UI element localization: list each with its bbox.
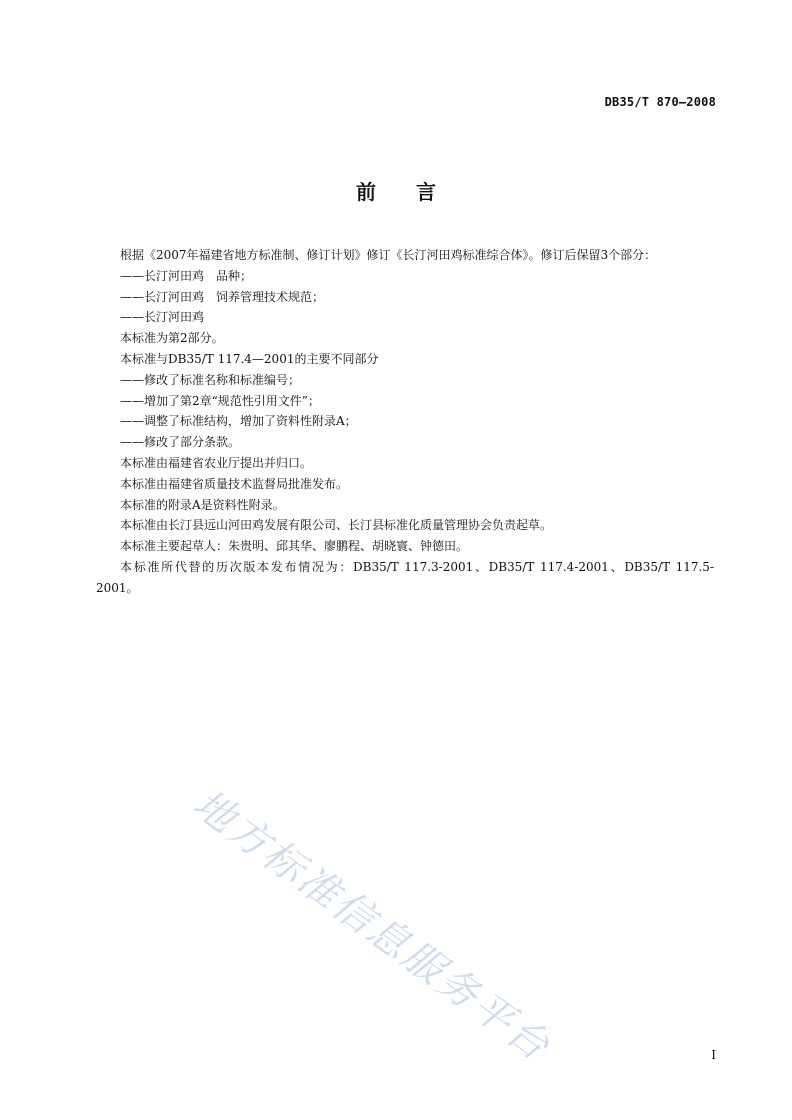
- page-title: [0, 176, 792, 205]
- paragraph-drafting-org: 本标准由长汀县远山河田鸡发展有限公司、长汀县标准化质量管理协会负责起草。: [120, 518, 553, 533]
- standard-code: DB35/T 870—2008: [604, 95, 716, 109]
- watermark: 地方标准信息服务平台: [184, 780, 560, 1071]
- foreword-body: [96, 245, 714, 599]
- list-item-part-1: ——长汀河田鸡 品种；: [120, 268, 253, 283]
- paragraph-replaced-versions: 本标准所代替的历次版本发布情况为：DB35/T 117.3-2001、DB35/T 117.4-2001、DB35/T 117.5-2001。: [96, 559, 714, 595]
- paragraph-differences: 本标准与DB35/T 117.4—2001的主要不同部分: [120, 351, 379, 366]
- paragraph-annex: 本标准的附录A是资料性附录。: [120, 497, 285, 512]
- list-item-change-2: ——增加了第2章“规范性引用文件”；: [120, 393, 320, 408]
- list-item-change-3: ——调整了标准结构，增加了资料性附录A；: [120, 414, 357, 429]
- paragraph-proposer: 本标准由福建省农业厅提出并归口。: [120, 455, 313, 470]
- list-item-change-1: ——修改了标准名称和标准编号；: [120, 372, 301, 387]
- list-item-change-4: ——修改了部分条款。: [120, 435, 241, 450]
- page-title-char-2: 言: [416, 180, 436, 204]
- list-item-part-3: ——长汀河田鸡: [120, 310, 205, 325]
- page-number: I: [711, 1048, 716, 1062]
- paragraph-part-number: 本标准为第2部分。: [120, 331, 224, 346]
- paragraph-drafters: 本标准主要起草人：朱贵明、邱其华、廖鹏程、胡晓寰、钟德田。: [120, 539, 469, 554]
- paragraph-revision-basis: 根据《2007年福建省地方标准制、修订计划》修订《长汀河田鸡标准综合体》。修订后保留3个部分：: [120, 248, 657, 262]
- page-title-char-1: 前: [356, 180, 376, 204]
- paragraph-approver: 本标准由福建省质量技术监督局批准发布。: [120, 476, 349, 491]
- list-item-part-2: ——长汀河田鸡 饲养管理技术规范；: [120, 289, 325, 304]
